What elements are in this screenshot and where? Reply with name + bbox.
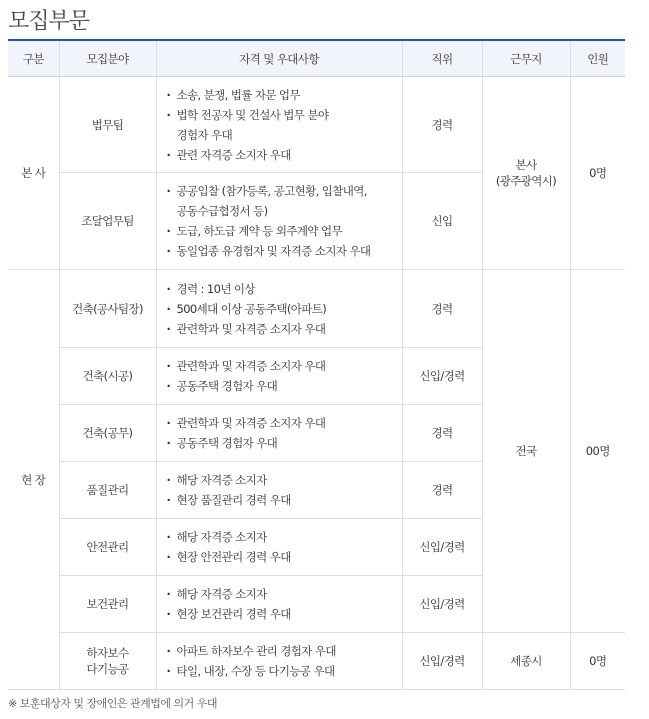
page-title: 모집부문 — [8, 9, 90, 34]
qualification-cell — [156, 462, 402, 519]
field-cell: 보건관리 — [59, 576, 156, 633]
field-cell: 안전관리 — [59, 519, 156, 576]
field-cell: 법무팀 — [59, 77, 156, 173]
table-body — [8, 77, 625, 690]
qualification-list — [167, 181, 402, 261]
list-item: · 공공입찰 (참가등록, 공고현황, 입찰내역, 공동수급협정서 등) — [167, 181, 402, 221]
qualification-cell — [156, 576, 402, 633]
qualification-list — [167, 470, 402, 510]
list-item: · 도급, 하도급 계약 등 외주계약 업무 — [167, 221, 402, 241]
position-cell: 경력 — [402, 270, 482, 348]
position-cell: 신입/경력 — [402, 519, 482, 576]
qualification-list — [167, 356, 402, 396]
qualification-cell — [156, 405, 402, 462]
field-cell: 건축(공사팀장) — [59, 270, 156, 348]
field-cell: 조달업무팀 — [59, 173, 156, 270]
field-cell: 건축(공무) — [59, 405, 156, 462]
headcount-cell: 0명 — [570, 633, 625, 690]
qualification-list — [167, 85, 402, 165]
list-item: · 법학 전공자 및 건설사 법무 분야 경험자 우대 — [167, 105, 402, 145]
list-item: · 현장 안전관리 경력 우대 — [167, 547, 402, 567]
list-item: · 아파트 하자보수 관리 경험자 우대 — [167, 641, 402, 661]
list-item: · 관련 자격증 소지자 우대 — [167, 145, 402, 165]
list-item: · 500세대 이상 공동주택(아파트) — [167, 299, 402, 319]
qualification-list — [167, 413, 402, 453]
position-cell: 신입/경력 — [402, 633, 482, 690]
location-cell: 본사 (광주광역시) — [482, 77, 570, 270]
header-qualification: 자격 및 우대사항 — [156, 40, 402, 77]
table-header-row — [8, 40, 625, 77]
list-item: · 해당 자격증 소지자 — [167, 470, 402, 490]
qualification-list — [167, 641, 402, 681]
location-cell: 세종시 — [482, 633, 570, 690]
list-item: · 관련학과 및 자격증 소지자 우대 — [167, 319, 402, 339]
table-row — [8, 77, 625, 173]
header-location: 근무지 — [482, 40, 570, 77]
header-position: 직위 — [402, 40, 482, 77]
list-item: · 관련학과 및 자격증 소지자 우대 — [167, 356, 402, 376]
list-item: · 현장 품질관리 경력 우대 — [167, 490, 402, 510]
list-item: · 공동주택 경험자 우대 — [167, 433, 402, 453]
list-item: · 소송, 분쟁, 법률 자문 업무 — [167, 85, 402, 105]
list-item: · 해당 자격증 소지자 — [167, 527, 402, 547]
list-item: · 현장 보건관리 경력 우대 — [167, 604, 402, 624]
qualification-list — [167, 527, 402, 567]
list-item: · 공동주택 경험자 우대 — [167, 376, 402, 396]
division-cell: 본 사 — [8, 77, 59, 270]
location-cell: 전국 — [482, 270, 570, 633]
list-item: · 타일, 내장, 수장 등 다기능공 우대 — [167, 661, 402, 681]
table-row — [8, 270, 625, 348]
list-item: · 관련학과 및 자격증 소지자 우대 — [167, 413, 402, 433]
headcount-cell: 0명 — [570, 77, 625, 270]
qualification-list — [167, 279, 402, 339]
header-division: 구분 — [8, 40, 59, 77]
qualification-list — [167, 584, 402, 624]
field-cell: 품질관리 — [59, 462, 156, 519]
list-item: · 경력 : 10년 이상 — [167, 279, 402, 299]
header-headcount: 인원 — [570, 40, 625, 77]
position-cell: 신입/경력 — [402, 576, 482, 633]
table-row — [8, 633, 625, 690]
position-cell: 경력 — [402, 462, 482, 519]
qualification-cell — [156, 348, 402, 405]
field-cell: 하자보수 다기능공 — [59, 633, 156, 690]
list-item: · 동일업종 유경험자 및 자격증 소지자 우대 — [167, 241, 402, 261]
qualification-cell — [156, 519, 402, 576]
footnote: ※ 보훈대상자 및 장애인은 관계법에 의거 우대 — [8, 697, 217, 710]
qualification-cell — [156, 173, 402, 270]
division-cell: 현 장 — [8, 270, 59, 690]
qualification-cell — [156, 633, 402, 690]
headcount-cell: 00명 — [570, 270, 625, 633]
field-cell: 건축(시공) — [59, 348, 156, 405]
position-cell: 신입/경력 — [402, 348, 482, 405]
position-cell: 경력 — [402, 405, 482, 462]
header-field: 모집분야 — [59, 40, 156, 77]
position-cell: 신입 — [402, 173, 482, 270]
recruitment-table — [8, 39, 625, 690]
qualification-cell — [156, 270, 402, 348]
list-item: · 해당 자격증 소지자 — [167, 584, 402, 604]
qualification-cell — [156, 77, 402, 173]
position-cell: 경력 — [402, 77, 482, 173]
